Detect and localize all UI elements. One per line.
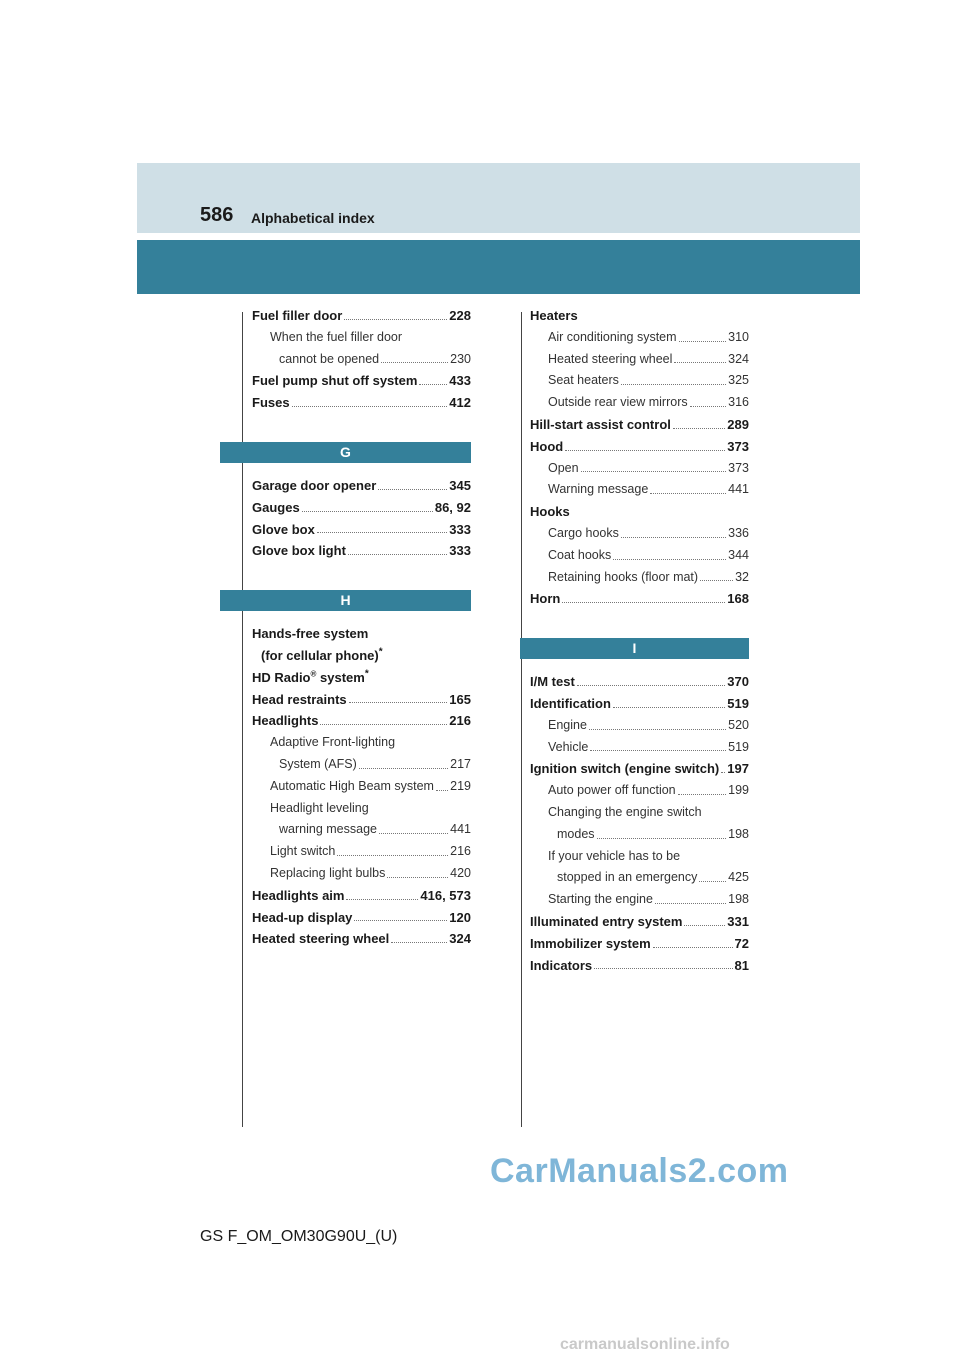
- dot-leader: [317, 531, 447, 533]
- dot-leader: [721, 771, 725, 773]
- entry-page-ref: 520: [728, 717, 749, 732]
- index-entry: [530, 370, 749, 392]
- index-entry: [252, 819, 471, 841]
- index-entry: [252, 305, 471, 327]
- index-entry: [252, 710, 471, 732]
- index-entry: [252, 732, 471, 754]
- index-entry: [530, 479, 749, 501]
- index-entry: [252, 885, 471, 907]
- entry-page-ref: 373: [727, 438, 749, 454]
- watermark-text: carmanualsonline.info: [560, 1336, 730, 1353]
- entry-label: Cargo hooks: [548, 525, 619, 540]
- entry-page-ref: 81: [734, 957, 749, 973]
- dot-leader: [320, 723, 447, 725]
- entry-label: Heaters: [530, 308, 578, 323]
- entry-label: Retaining hooks (floor mat): [548, 569, 699, 584]
- index-entry: [252, 540, 471, 562]
- entry-page-ref: 230: [450, 351, 471, 366]
- entry-page-ref: 310: [728, 329, 749, 344]
- index-entry: [252, 392, 471, 414]
- index-entry: [252, 349, 471, 371]
- index-entry: [252, 497, 471, 519]
- entry-label: Garage door opener: [252, 477, 377, 493]
- dot-leader: [678, 793, 727, 795]
- index-entry: [252, 327, 471, 349]
- index-group-f: [252, 305, 471, 414]
- dot-leader: [597, 837, 727, 839]
- letter-heading-i: I: [520, 638, 749, 659]
- entry-label: Replacing light bulbs: [270, 865, 386, 880]
- entry-label: Glove box light: [252, 543, 346, 559]
- entry-label: Identification: [530, 695, 611, 711]
- entry-label: Vehicle: [548, 739, 589, 754]
- entry-label: Engine: [548, 717, 587, 732]
- index-entry: [530, 414, 749, 436]
- registered-mark: ®: [310, 669, 317, 679]
- entry-label: Fuel filler door: [252, 308, 343, 323]
- dot-leader: [621, 383, 726, 385]
- dot-leader: [379, 832, 448, 834]
- entry-label: Warning message: [548, 482, 649, 497]
- index-entry: [530, 955, 749, 977]
- entry-page-ref: 120: [449, 909, 471, 925]
- entry-label: Ignition switch (engine switch): [530, 761, 720, 777]
- dot-leader: [348, 553, 447, 555]
- header-bar: [137, 163, 860, 233]
- letter-heading-g: G: [220, 442, 471, 463]
- index-entry: [252, 623, 471, 645]
- entry-label: Hill-start assist control: [530, 416, 671, 432]
- index-entry: [530, 327, 749, 349]
- entry-page-ref: 325: [728, 373, 749, 388]
- entry-label: Headlight leveling: [270, 800, 369, 815]
- dot-leader: [378, 488, 447, 490]
- entry-page-ref: 441: [728, 482, 749, 497]
- index-entry: [252, 370, 471, 392]
- entry-label: Hands-free system: [252, 626, 369, 642]
- entry-page-ref: 86, 92: [434, 499, 471, 515]
- index-entry: [530, 458, 749, 480]
- entry-label: Fuel pump shut off system: [252, 373, 418, 389]
- entry-label: Immobilizer system: [530, 935, 651, 951]
- index-entry: [530, 846, 749, 868]
- dot-leader: [621, 536, 726, 538]
- entry-label: Starting the engine: [548, 892, 653, 907]
- entry-label: Glove box: [252, 521, 315, 537]
- index-entry: [530, 867, 749, 889]
- entry-label: If your vehicle has to be: [548, 848, 681, 863]
- dot-leader: [565, 449, 725, 451]
- entry-label-suffix: system: [316, 669, 365, 685]
- index-entry: [530, 693, 749, 715]
- dot-leader: [577, 684, 726, 686]
- index-entry: [252, 798, 471, 820]
- index-group-g: [252, 475, 471, 562]
- index-entry: [252, 519, 471, 541]
- dot-leader: [655, 902, 726, 904]
- index-entry: [530, 588, 749, 610]
- entry-label: I/M test: [530, 674, 575, 690]
- dot-leader: [684, 924, 725, 926]
- right-index-column: [530, 305, 749, 976]
- entry-label: warning message: [279, 822, 377, 837]
- entry-page-ref: 416, 573: [420, 887, 471, 903]
- index-entry: [252, 907, 471, 929]
- entry-label: Coat hooks: [548, 547, 612, 562]
- section-title: Alphabetical index: [251, 210, 375, 226]
- entry-page-ref: 228: [449, 308, 471, 323]
- dot-leader: [590, 749, 726, 751]
- entry-page-ref: 345: [449, 477, 471, 493]
- entry-page-ref: 519: [727, 695, 749, 711]
- entry-page-ref: 370: [727, 674, 749, 690]
- entry-label: HD Radio: [252, 669, 311, 685]
- entry-label: modes: [557, 826, 595, 841]
- entry-label: System (AFS): [279, 756, 357, 771]
- dot-leader: [436, 789, 448, 791]
- entry-page-ref: 168: [727, 591, 749, 607]
- entry-page-ref: 412: [449, 395, 471, 411]
- dot-leader: [674, 361, 726, 363]
- header-accent-bar: [137, 240, 860, 294]
- dot-leader: [337, 854, 448, 856]
- entry-label: Indicators: [530, 957, 593, 973]
- index-entry: [530, 715, 749, 737]
- dot-leader: [581, 470, 727, 472]
- entry-label: Headlights aim: [252, 887, 345, 903]
- entry-page-ref: 433: [449, 373, 471, 389]
- entry-page-ref: 333: [449, 543, 471, 559]
- dot-leader: [613, 706, 725, 708]
- entry-page-ref: 316: [728, 395, 749, 410]
- index-entry: [252, 928, 471, 950]
- entry-page-ref: 197: [727, 761, 749, 777]
- dot-leader: [346, 898, 418, 900]
- entry-page-ref: 420: [450, 865, 471, 880]
- index-entry: [252, 863, 471, 885]
- right-column-rule: [521, 312, 522, 1127]
- entry-page-ref: 324: [728, 351, 749, 366]
- watermark-logo: CarManuals2.com: [490, 1152, 789, 1190]
- entry-label: stopped in an emergency: [557, 870, 698, 885]
- entry-page-ref: 32: [735, 569, 749, 584]
- dot-leader: [292, 405, 448, 407]
- index-entry: [530, 824, 749, 846]
- index-entry: [252, 689, 471, 711]
- index-entry: [530, 780, 749, 802]
- dot-leader: [359, 767, 448, 769]
- index-group-h: [252, 689, 471, 951]
- index-entry: [530, 933, 749, 955]
- entry-label: Horn: [530, 591, 561, 607]
- entry-page-ref: 72: [734, 935, 749, 951]
- entry-page-ref: 216: [449, 713, 471, 729]
- entry-page-ref: 289: [727, 416, 749, 432]
- entry-label: Heated steering wheel: [548, 351, 673, 366]
- dot-leader: [679, 340, 727, 342]
- index-entry: [252, 754, 471, 776]
- left-index-column: [252, 305, 471, 950]
- dot-leader: [381, 361, 448, 363]
- index-entry: [530, 758, 749, 780]
- index-entry: [530, 305, 749, 327]
- index-entry: [530, 911, 749, 933]
- entry-label: cannot be opened: [279, 351, 380, 366]
- entry-label: Air conditioning system: [548, 329, 677, 344]
- index-entry: [530, 392, 749, 414]
- entry-label: Light switch: [270, 844, 336, 859]
- dot-leader: [699, 880, 726, 882]
- asterisk-mark: *: [364, 668, 369, 680]
- index-entry: [530, 501, 749, 523]
- entry-label: Outside rear view mirrors: [548, 395, 688, 410]
- index-entry: [530, 523, 749, 545]
- page-number: 586: [200, 204, 234, 226]
- entry-page-ref: 344: [728, 547, 749, 562]
- index-entry: [252, 667, 471, 689]
- dot-leader: [594, 967, 732, 969]
- entry-page-ref: 331: [727, 913, 749, 929]
- dot-leader: [391, 941, 447, 943]
- index-entry: [530, 436, 749, 458]
- dot-leader: [344, 318, 447, 320]
- index-entry: [530, 545, 749, 567]
- entry-page-ref: 336: [728, 525, 749, 540]
- entry-label: Changing the engine switch: [548, 804, 702, 819]
- entry-label: Hood: [530, 438, 564, 454]
- index-entry: [530, 671, 749, 693]
- index-entry: [530, 889, 749, 911]
- entry-label: Headlights: [252, 713, 319, 729]
- entry-page-ref: 441: [450, 822, 471, 837]
- entry-page-ref: 165: [449, 691, 471, 707]
- index-entry: [530, 567, 749, 589]
- index-group-i: [530, 671, 749, 976]
- entry-page-ref: 324: [449, 931, 471, 947]
- index-entry: [252, 776, 471, 798]
- dot-leader: [673, 427, 725, 429]
- entry-label: Hooks: [530, 504, 570, 520]
- entry-label: Adaptive Front-lighting: [270, 735, 396, 750]
- entry-label: When the fuel filler door: [270, 329, 403, 344]
- index-entry-continued: [252, 645, 471, 667]
- entry-label: Open: [548, 460, 579, 475]
- dot-leader: [354, 919, 447, 921]
- entry-page-ref: 198: [728, 826, 749, 841]
- index-entry: [530, 737, 749, 759]
- entry-page-ref: 217: [450, 756, 471, 771]
- dot-leader: [650, 492, 726, 494]
- index-entry: [252, 841, 471, 863]
- entry-page-ref: 216: [450, 844, 471, 859]
- entry-label: Fuses: [252, 395, 290, 411]
- dot-leader: [302, 510, 433, 512]
- entry-page-ref: 333: [449, 521, 471, 537]
- dot-leader: [562, 601, 725, 603]
- entry-label: Seat heaters: [548, 373, 619, 388]
- entry-page-ref: 373: [728, 460, 749, 475]
- document-code: GS F_OM_OM30G90U_(U): [200, 1228, 398, 1245]
- letter-heading-h: H: [220, 590, 471, 611]
- entry-page-ref: 199: [728, 783, 749, 798]
- entry-label: (for cellular phone): [261, 647, 379, 663]
- entry-label: Automatic High Beam system: [270, 778, 434, 793]
- dot-leader: [589, 728, 726, 730]
- asterisk-mark: *: [378, 646, 383, 658]
- dot-leader: [387, 876, 448, 878]
- entry-page-ref: 425: [728, 870, 749, 885]
- entry-label: Auto power off function: [548, 783, 676, 798]
- dot-leader: [349, 701, 448, 703]
- entry-page-ref: 219: [450, 778, 471, 793]
- dot-leader: [653, 946, 733, 948]
- entry-label: Head restraints: [252, 691, 347, 707]
- index-group-h-continued: [530, 305, 749, 610]
- index-entry: [530, 802, 749, 824]
- dot-leader: [613, 558, 726, 560]
- entry-label: Heated steering wheel: [252, 931, 390, 947]
- entry-label: Illuminated entry system: [530, 913, 683, 929]
- index-entry: [252, 475, 471, 497]
- dot-leader: [690, 405, 727, 407]
- entry-label: Head-up display: [252, 909, 353, 925]
- left-column-rule: [242, 312, 243, 1127]
- index-entry: [530, 349, 749, 371]
- dot-leader: [419, 383, 447, 385]
- entry-label: Gauges: [252, 499, 300, 515]
- entry-page-ref: 519: [728, 739, 749, 754]
- dot-leader: [700, 579, 733, 581]
- entry-page-ref: 198: [728, 892, 749, 907]
